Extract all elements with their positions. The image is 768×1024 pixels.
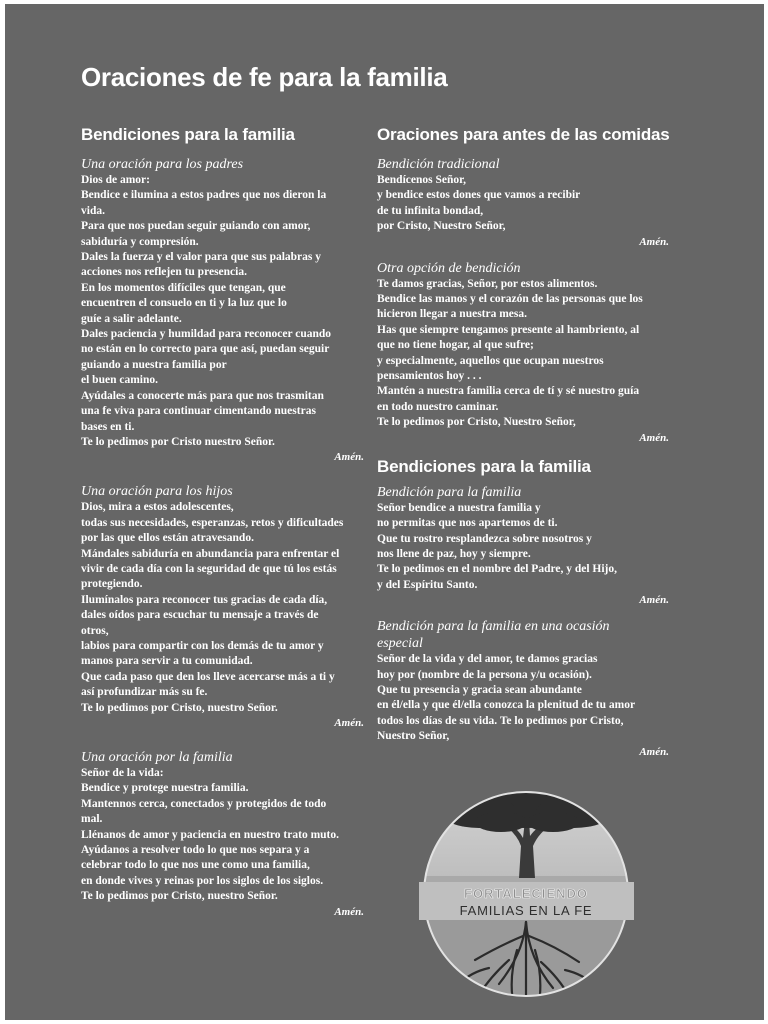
amen-label: Amén. xyxy=(639,745,669,758)
logo-text-line2: FAMILIAS EN LA FE xyxy=(459,903,593,918)
prayer-line: no están en lo correcto para que así, puedan seguir xyxy=(81,343,330,356)
prayer-line: manos para servir a tu comunidad. xyxy=(81,655,253,668)
prayer-line: en todo nuestro caminar. xyxy=(377,400,499,413)
prayer-line: Te lo pedimos en el nombre del Padre, y del Hijo, xyxy=(377,563,618,576)
prayer-body xyxy=(377,173,669,235)
prayer-line: nos llene de paz, hoy y siempre. xyxy=(377,547,531,560)
prayer-line: por las que ellos están atravesando. xyxy=(81,532,254,545)
amen-label: Amén. xyxy=(334,905,364,918)
page-title: Oraciones de fe para la familia xyxy=(81,62,448,92)
prayer-line: dales oídos para escuchar tu mensaje a través de xyxy=(81,609,319,622)
prayer-line: una fe viva para continuar cimentando nuestras xyxy=(81,405,316,418)
amen-label: Amén. xyxy=(639,594,669,607)
prayer-line: Llénanos de amor y paciencia en nuestro trato muto. xyxy=(81,828,339,841)
amen-label: Amén. xyxy=(334,717,364,729)
prayer-line: Que cada paso que den los lleve acercarse más a ti y xyxy=(81,670,335,683)
family-tree-logo xyxy=(419,764,634,1020)
prayer-line: Ayúdales a conocerte más para que nos trasmitan xyxy=(81,389,324,402)
prayer-line: vida. xyxy=(81,204,105,217)
prayer-line: así profundizar más su fe. xyxy=(81,686,208,699)
prayer-line: por Cristo, Nuestro Señor, xyxy=(377,220,506,233)
prayer-line: otros, xyxy=(81,624,109,637)
prayer-children xyxy=(81,483,364,731)
amen-label: Amén. xyxy=(639,235,669,248)
left-column xyxy=(81,124,364,920)
section-heading-meal-prayers: Oraciones para antes de las comidas xyxy=(377,125,670,144)
prayer-line: hoy por (nombre de la persona y/u ocasión). xyxy=(377,668,592,681)
prayer-title: Bendición para la familia en una ocasión especial xyxy=(377,619,610,652)
prayer-line: no permitas que nos apartemos de ti. xyxy=(377,517,558,530)
prayer-title: Bendición para la familia xyxy=(377,484,522,500)
prayer-line: Bendice las manos y el corazón de las personas que los xyxy=(377,293,643,306)
prayer-title: Otra opción de bendición xyxy=(377,260,521,276)
prayer-line: Señor bendice a nuestra familia y xyxy=(377,501,541,514)
prayer-parents xyxy=(81,156,364,465)
prayer-title: Una oración por la familia xyxy=(81,750,233,765)
prayer-line: protegiendo. xyxy=(81,578,143,591)
prayer-line: Te lo pedimos por Cristo nuestro Señor. xyxy=(81,435,275,448)
prayer-other-blessing xyxy=(377,260,669,446)
section-heading-family-blessings-2: Bendiciones para la familia xyxy=(377,456,591,476)
prayer-line: pensamientos hoy . . . xyxy=(377,370,482,383)
prayer-line: que no tiene hogar, al que sufre; xyxy=(377,339,534,352)
prayer-line: celebrar todo lo que nos une como una familia, xyxy=(81,859,310,872)
prayer-line: en él/ella y que él/ella conozca la plenitud de tu amor xyxy=(377,699,636,712)
logo-text-line1: FORTALECIENDO xyxy=(464,886,588,901)
prayer-title: Una oración para los hijos xyxy=(81,484,233,500)
prayer-line: sabiduría y compresión. xyxy=(81,235,199,248)
prayer-line: Señor de la vida: xyxy=(81,767,164,779)
prayer-line: Dios, mira a estos adolescentes, xyxy=(81,501,234,514)
prayer-line: acciones nos reflejen tu presencia. xyxy=(81,266,247,279)
prayer-line: todas sus necesidades, esperanzas, retos y dificultades xyxy=(81,516,344,529)
prayer-line: Mantennos cerca, conectados y protegidos de todo xyxy=(81,797,327,810)
prayer-line: Bendice e ilumina a estos padres que nos dieron la xyxy=(81,189,327,202)
prayer-special-occasion xyxy=(377,618,669,759)
prayer-line: Ayúdanos a resolver todo lo que nos separa y a xyxy=(81,844,310,857)
prayer-line: Te lo pedimos por Cristo, Nuestro Señor, xyxy=(377,416,576,429)
prayer-family-blessing xyxy=(377,484,669,608)
prayer-line: labios para compartir con los demás de tu amor y xyxy=(81,639,324,652)
prayer-line: Nuestro Señor, xyxy=(377,730,450,743)
prayer-page xyxy=(5,4,764,1020)
prayer-line: Has que siempre tengamos presente al hambriento, al xyxy=(377,323,640,336)
prayer-line: Mándales sabiduría en abundancia para enfrentar el xyxy=(81,547,340,560)
prayer-traditional-blessing xyxy=(377,156,669,250)
prayer-body xyxy=(377,501,669,593)
prayer-line: hicieron llegar a nuestra mesa. xyxy=(377,308,528,321)
prayer-line: de tu infinita bondad, xyxy=(377,204,484,217)
prayer-line: Dios de amor: xyxy=(81,174,150,186)
prayer-body xyxy=(377,652,669,744)
prayer-line: Señor de la vida y del amor, te damos gracias xyxy=(377,653,598,666)
prayer-line: encuentren el consuelo en ti y la luz que lo xyxy=(81,297,287,310)
prayer-line: Mantén a nuestra familia cerca de tí y sé nuestro guía xyxy=(377,385,640,398)
prayer-line: Que tu rostro resplandezca sobre nosotros y xyxy=(377,532,592,545)
prayer-line: En los momentos difíciles que tengan, que xyxy=(81,281,286,294)
prayer-line: Te lo pedimos por Cristo, nuestro Señor. xyxy=(81,890,278,903)
prayer-line: vivir de cada día con la seguridad de que tú los estás xyxy=(81,562,337,575)
prayer-line: bases en ti. xyxy=(81,420,135,433)
prayer-family xyxy=(81,749,364,920)
prayer-line: y especialmente, aquellos que ocupan nuestros xyxy=(377,354,604,367)
prayer-line: todos los días de su vida. Te lo pedimos por Cristo, xyxy=(377,714,624,727)
prayer-line: Te damos gracias, Señor, por estos alimentos. xyxy=(377,277,598,290)
prayer-line: guiando a nuestra familia por xyxy=(81,358,227,371)
section-heading-family-blessings: Bendiciones para la familia xyxy=(81,125,295,144)
prayer-line: y bendice estos dones que vamos a recibir xyxy=(377,189,581,202)
prayer-line: Dales la fuerza y el valor para que sus palabras y xyxy=(81,251,322,264)
prayer-line: Dales paciencia y humildad para reconocer cuando xyxy=(81,328,332,341)
prayer-body xyxy=(81,766,364,905)
prayer-title: Bendición tradicional xyxy=(377,157,500,172)
prayer-body xyxy=(81,173,364,450)
right-column xyxy=(377,124,669,760)
prayer-line: y del Espíritu Santo. xyxy=(377,578,478,591)
prayer-line: en donde vives y reinas por los siglos de los siglos. xyxy=(81,874,324,887)
amen-label: Amén. xyxy=(334,451,364,464)
prayer-line: Para que nos puedan seguir guiando con amor, xyxy=(81,220,311,233)
prayer-line: guíe a salir adelante. xyxy=(81,312,182,325)
prayer-body xyxy=(377,277,669,431)
prayer-body xyxy=(81,500,364,716)
prayer-line: Bendícenos Señor, xyxy=(377,174,467,186)
prayer-line: Ilumínalos para reconocer tus gracias de cada día, xyxy=(81,593,328,606)
prayer-title: Una oración para los padres xyxy=(81,157,244,172)
prayer-line: el buen camino. xyxy=(81,374,158,387)
prayer-line: Que tu presencia y gracia sean abundante xyxy=(377,683,582,696)
prayer-line: mal. xyxy=(81,813,103,826)
prayer-line: Bendice y protege nuestra familia. xyxy=(81,782,249,795)
amen-label: Amén. xyxy=(639,431,669,444)
prayer-line: Te lo pedimos por Cristo, nuestro Señor. xyxy=(81,701,278,714)
